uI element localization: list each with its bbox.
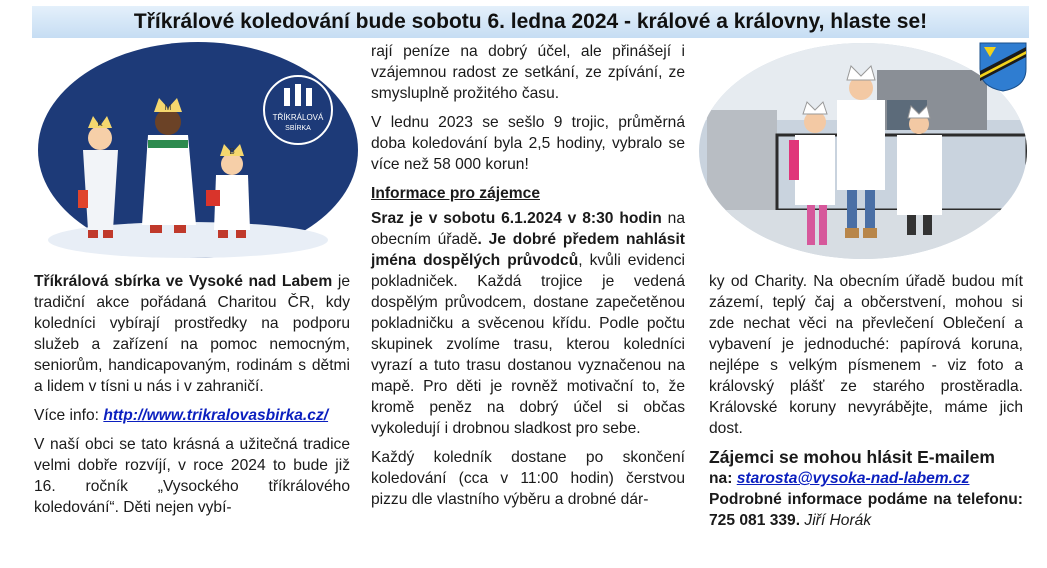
meeting-place: na obecním úřadě	[371, 210, 685, 248]
column-middle	[371, 41, 685, 518]
phone-line	[709, 489, 1023, 531]
three-kings-illustration	[38, 40, 358, 262]
column-right	[709, 271, 1023, 531]
crown-letter-b: B	[229, 147, 235, 156]
signature: Jiří Horák	[804, 512, 872, 529]
intro-bold: Tříkrálová sbírka ve Vysoké nad Labem	[34, 273, 333, 290]
intro-text: je tradiční akce pořádaná Charitou ČR, kdy koledníci vybírají prostředky na podporu služeb a zařízení na pomoc nemocným, seniorům, handicapovaným, rodinám s dětmi a lidem v tísni u nás i v zahraničí.	[34, 273, 350, 395]
page-banner	[32, 6, 1029, 38]
meeting-time: Sraz je v sobotu 6.1.2024 v 8:30 hodin	[371, 210, 662, 227]
crown-letter-m: M	[164, 103, 172, 112]
reward-paragraph: Každý koledník dostane po skončení koledování (cca v 11:00 hodin) čerstvou pizzu dle vlastního výběru a drobné dár-	[371, 449, 685, 508]
meeting-paragraph	[371, 208, 685, 439]
equipment-paragraph: ky od Charity. Na obecním úřadě budou mít zázemí, teplý čaj a občerstvení, mohou si zde nechat věci na převlečení Oblečení a vybavení je jednoduché: papírová koruna, nejlépe s velkým písmenem - viz foto a královský plášť ze starého prostěradla. Královské koruny nevyrábějte, máme jich dost.	[709, 273, 1023, 437]
info-heading: Informace pro zájemce	[371, 185, 540, 202]
email-link[interactable]: starosta@vysoka-nad-labem.cz	[736, 470, 970, 487]
stats-paragraph: V lednu 2023 se sešlo 9 trojic, průměrná doba koledování byla 2,5 hodiny, vybralo se více než 58 000 korun!	[371, 114, 685, 173]
banner-title: Tříkrálové koledování bude sobotu 6. ledna 2024 - králové a královny, hlaste se!	[133, 10, 928, 33]
email-line	[709, 468, 1023, 489]
contact-title: Zájemci se mohou hlásit E-mailem	[709, 447, 995, 467]
info-paragraph	[34, 405, 350, 426]
intro-paragraph	[34, 271, 350, 397]
logo-line2: SBÍRKA	[285, 125, 311, 132]
charity-website-link[interactable]: http://www.trikralovasbirka.cz/	[103, 407, 329, 424]
tradition-paragraph: V naší obci se tato krásná a užitečná tradice velmi dobře rozvíjí, v roce 2024 to bude již 16. ročník „Vysockého tříkrálového koledování“. Děti nejen vybí-	[34, 436, 350, 516]
municipal-crest-icon	[978, 41, 1028, 93]
info-label: Více info:	[34, 407, 104, 424]
email-label: na:	[709, 470, 737, 487]
column-left	[34, 271, 350, 526]
meeting-details: , kvůli evidenci pokladniček. Každá trojice je vedená dospělým průvodcem, dostane zapečetěnou pokladničku a svěcenou křídu. Podle počtu skupinek zvolíme trasu, kterou koledníci vyrazí a tuto trasu dostanou vyznačenou na mapě. Pro děti je rovněž motivační to, že kromě peněz na dobrý účel si občas vykoledují i drobnou sladkost pro sebe.	[371, 252, 685, 437]
benefits-paragraph: rají peníze na dobrý účel, ale přinášejí i vzájemnou radost ze setkání, ze zpívání, ze smysluplně prožitého času.	[371, 43, 685, 102]
logo-line1: TŘÍKRÁLOVÁ	[272, 113, 324, 122]
crown-letter-k: K	[97, 119, 103, 128]
meeting-note: . Je dobré předem nahlásit jména dospělých průvodců	[371, 231, 685, 269]
phone-text: Podrobné informace podáme na telefonu: 725 081 339.	[709, 491, 1023, 529]
